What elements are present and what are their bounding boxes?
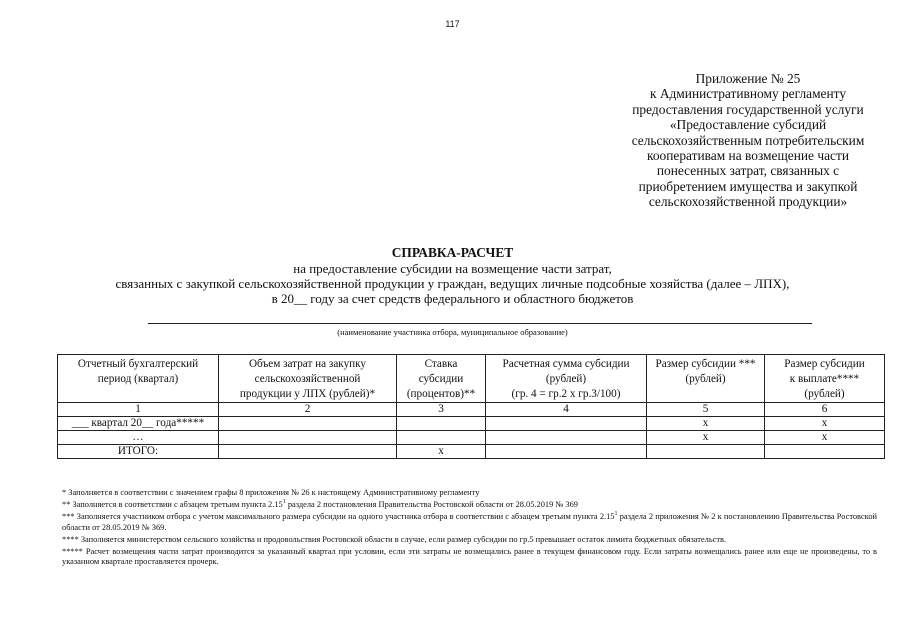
page-number: 117 [445,19,460,29]
table-cell: 5 [647,403,765,417]
appendix-line: сельскохозяйственной продукции» [648,194,848,210]
footnote: ***** Расчет возмещения части затрат производится за указанный квартал при условии, если эти затраты не возмещались ранее в текущем финансовом году. Если затраты возмещались ранее или еще не произведены, то в указанном квартале проставляется прочерк. [62,547,877,567]
table-row [58,403,885,417]
table-header-row [58,355,885,403]
title-line: в 20__ году за счет средств федерального и областного бюджетов [271,291,634,306]
table-cell: 6 [765,403,885,417]
appendix-line: сельскохозяйственным потребительским [631,132,865,148]
table-cell [219,417,397,431]
footnotes [62,488,877,569]
appendix-line: предоставления государственной услуги [632,101,864,117]
appendix-line: «Предоставление субсидий [669,117,827,133]
table-cell: ИТОГО: [58,445,219,459]
table-cell: x [647,431,765,445]
participant-caption: (наименование участника отбора, муниципальное образование) [337,327,568,337]
table-cell [486,417,647,431]
table-cell: ___ квартал 20__ года***** [58,417,219,431]
header-cell-estimated-sum: Расчетная сумма субсидии (рублей) (гр. 4 = гр.2 х гр.3/100) [486,355,647,403]
table-row [58,417,885,431]
table-cell [397,431,486,445]
table-cell: 4 [486,403,647,417]
table-cell [486,445,647,459]
document-heading: СПРАВКА-РАСЧЕТ [391,245,514,260]
table-cell: x [647,417,765,431]
table-cell: x [397,445,486,459]
table-cell: x [765,417,885,431]
table-cell: 2 [219,403,397,417]
table-cell [397,417,486,431]
table-cell: 3 [397,403,486,417]
appendix-block [568,71,905,210]
footnote: ** Заполняется в соответствии с абзацем третьим пункта 2.15$^1$ раздела 2 постановления Правительства Ростовской области от 28.05.2019 № 369 [62,499,578,510]
header-cell-costs: Объем затрат на закупку сельскохозяйственной продукции у ЛПХ (рублей)* [219,355,397,403]
table-cell [219,445,397,459]
table-cell [765,445,885,459]
footnote: **** Заполняется министерством сельского хозяйства и продовольствия Ростовской области в случае, если размер субсидии по гр.5 превышает остаток лимита бюджетных обязательств. [62,534,727,544]
header-cell-period: Отчетный бухгалтерский период (квартал) [58,355,219,403]
appendix-line: приобретением имущества и закупкой [638,178,858,194]
table-cell [647,445,765,459]
header-cell-subsidy-amount: Размер субсидии *** (рублей) [647,355,765,403]
title-line: на предоставление субсидии на возмещение части затрат, [293,261,612,276]
table-row [58,431,885,445]
table-cell: 1 [58,403,219,417]
footnote: *** Заполняется участником отбора с учетом максимального размера субсидии на одного участника отбора в соответствии с абзацем третьим пункта 2.15$^1$ раздела 2 приложения № 2 к постановлению Правительства Ростовской области от 28.05.2019 № 369. [62,511,877,532]
appendix-line: кооперативам на возмещение части [647,148,849,164]
footnote: * Заполняется в соответствии с значением графы 8 приложения № 26 к настоящему Административному регламенту [62,488,480,497]
header-cell-rate: Ставка субсидии (процентов)** [397,355,486,403]
table-cell: x [765,431,885,445]
table-cell [486,431,647,445]
calculation-table [57,354,885,459]
appendix-line: к Административному регламенту [649,86,847,102]
title-line: связанных с закупкой сельскохозяйственной продукции у граждан, ведущих личные подсобные хозяйства (далее – ЛПХ), [115,276,790,291]
table-cell: … [58,431,219,445]
participant-name-line [148,323,812,324]
appendix-line: понесенных затрат, связанных с [656,163,840,179]
appendix-line: Приложение № 25 [695,71,801,86]
table-cell [219,431,397,445]
document-title-block [0,245,905,306]
table-row-total [58,445,885,459]
header-cell-payout: Размер субсидии к выплате**** (рублей) [765,355,885,403]
